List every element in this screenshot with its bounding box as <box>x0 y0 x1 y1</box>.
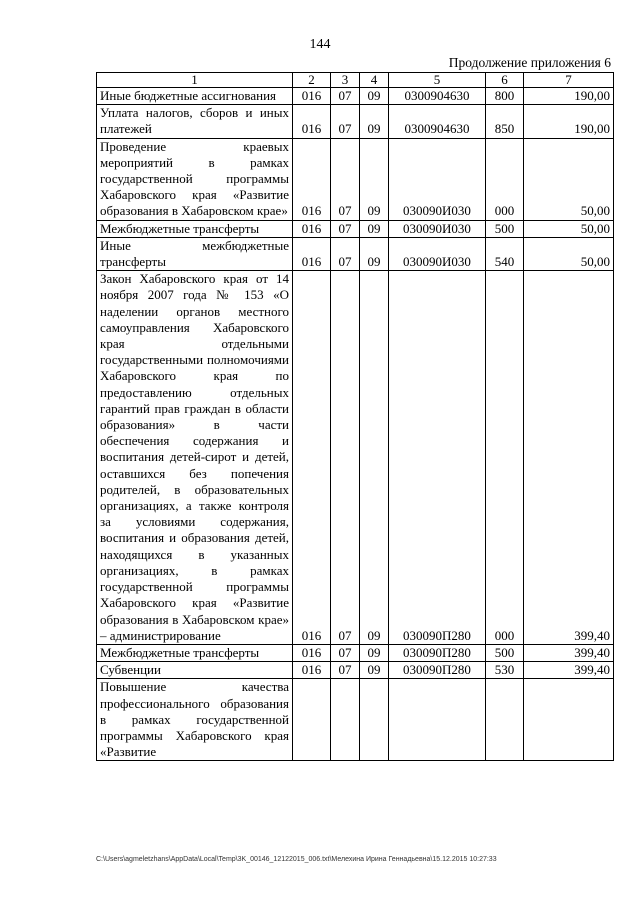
expense-type-cell: 540 <box>486 237 524 270</box>
target-article-cell: 030090П280 <box>389 644 486 661</box>
target-article-cell <box>389 679 486 761</box>
amount-cell: 190,00 <box>524 88 614 105</box>
budget-table <box>96 72 614 761</box>
section-cell: 07 <box>331 271 360 645</box>
target-article-cell: 030090И030 <box>389 220 486 237</box>
section-cell: 07 <box>331 88 360 105</box>
section-cell: 07 <box>331 220 360 237</box>
ministry-code-cell: 016 <box>293 271 331 645</box>
expense-type-cell: 000 <box>486 138 524 220</box>
subsection-cell: 09 <box>360 237 389 270</box>
expense-type-cell: 530 <box>486 662 524 679</box>
ministry-code-cell: 016 <box>293 644 331 661</box>
table-row <box>97 220 614 237</box>
amount-cell <box>524 679 614 761</box>
section-cell: 07 <box>331 138 360 220</box>
item-name-cell: Иные межбюджетные трансферты <box>97 237 293 270</box>
item-name-cell: Уплата налогов, сборов и иных платежей <box>97 105 293 138</box>
ministry-code-cell: 016 <box>293 105 331 138</box>
amount-cell: 399,40 <box>524 271 614 645</box>
subsection-cell: 09 <box>360 105 389 138</box>
item-name-cell: Межбюджетные трансферты <box>97 644 293 661</box>
table-row <box>97 662 614 679</box>
table-header <box>97 73 614 88</box>
header-cell: 5 <box>389 73 486 88</box>
subsection-cell: 09 <box>360 138 389 220</box>
item-name-cell: Субвенции <box>97 662 293 679</box>
table-row <box>97 644 614 661</box>
expense-type-cell: 500 <box>486 220 524 237</box>
footer-path: C:\Users\agmeletzhans\AppData\Local\Temp\3K_00146_12122015_006.txt\Мелехина Ирина Геннадьевна\15.12.2015 10:27:33 <box>96 856 497 863</box>
section-cell: 07 <box>331 644 360 661</box>
subsection-cell: 09 <box>360 220 389 237</box>
expense-type-cell: 000 <box>486 271 524 645</box>
table-row <box>97 88 614 105</box>
header-row <box>97 73 614 88</box>
expense-type-cell: 500 <box>486 644 524 661</box>
item-name-cell: Закон Хабаровского края от 14 ноября 2007 года № 153 «О наделении органов местного самоуправления Хабаровского края отдельными государственными полномочиями Хабаровского края по предоставлению отдельных гарантий прав граждан в области образования» в части обеспечения содержания и воспитания детей-сирот и детей, оставшихся без попечения родителей, в образовательных организациях, а также контроля за условиями содержания, воспитания и образования детей, находящихся в указанных организациях, в рамках государственной программы Хабаровского края «Развитие образования в Хабаровском крае» – администрирование <box>97 271 293 645</box>
table-row <box>97 105 614 138</box>
ministry-code-cell: 016 <box>293 662 331 679</box>
subsection-cell: 09 <box>360 662 389 679</box>
header-cell: 3 <box>331 73 360 88</box>
header-cell: 1 <box>97 73 293 88</box>
section-cell: 07 <box>331 662 360 679</box>
table-row <box>97 271 614 645</box>
ministry-code-cell: 016 <box>293 220 331 237</box>
table-row <box>97 237 614 270</box>
amount-cell: 399,40 <box>524 662 614 679</box>
expense-type-cell <box>486 679 524 761</box>
amount-cell: 190,00 <box>524 105 614 138</box>
table-body <box>97 88 614 761</box>
target-article-cell: 0300904630 <box>389 88 486 105</box>
header-cell: 7 <box>524 73 614 88</box>
target-article-cell: 0300904630 <box>389 105 486 138</box>
header-cell: 4 <box>360 73 389 88</box>
item-name-cell: Повышение качества профессионального образования в рамках государственной программы Хабаровского края «Развитие <box>97 679 293 761</box>
subsection-cell: 09 <box>360 88 389 105</box>
expense-type-cell: 850 <box>486 105 524 138</box>
header-cell: 6 <box>486 73 524 88</box>
ministry-code-cell: 016 <box>293 138 331 220</box>
header-cell: 2 <box>293 73 331 88</box>
section-cell: 07 <box>331 105 360 138</box>
expense-type-cell: 800 <box>486 88 524 105</box>
section-cell <box>331 679 360 761</box>
amount-cell: 50,00 <box>524 138 614 220</box>
ministry-code-cell: 016 <box>293 88 331 105</box>
table-row <box>97 138 614 220</box>
target-article-cell: 030090И030 <box>389 237 486 270</box>
section-cell: 07 <box>331 237 360 270</box>
subsection-cell <box>360 679 389 761</box>
amount-cell: 50,00 <box>524 237 614 270</box>
target-article-cell: 030090П280 <box>389 271 486 645</box>
ministry-code-cell: 016 <box>293 237 331 270</box>
continuation-caption: Продолжение приложения 6 <box>448 55 611 70</box>
item-name-cell: Проведение краевых мероприятий в рамках государственной программы Хабаровского края «Развитие образования в Хабаровском крае» <box>97 138 293 220</box>
page-number: 144 <box>309 37 331 52</box>
item-name-cell: Иные бюджетные ассигнования <box>97 88 293 105</box>
amount-cell: 50,00 <box>524 220 614 237</box>
item-name-cell: Межбюджетные трансферты <box>97 220 293 237</box>
target-article-cell: 030090И030 <box>389 138 486 220</box>
target-article-cell: 030090П280 <box>389 662 486 679</box>
table-row <box>97 679 614 761</box>
subsection-cell: 09 <box>360 271 389 645</box>
subsection-cell: 09 <box>360 644 389 661</box>
ministry-code-cell <box>293 679 331 761</box>
amount-cell: 399,40 <box>524 644 614 661</box>
